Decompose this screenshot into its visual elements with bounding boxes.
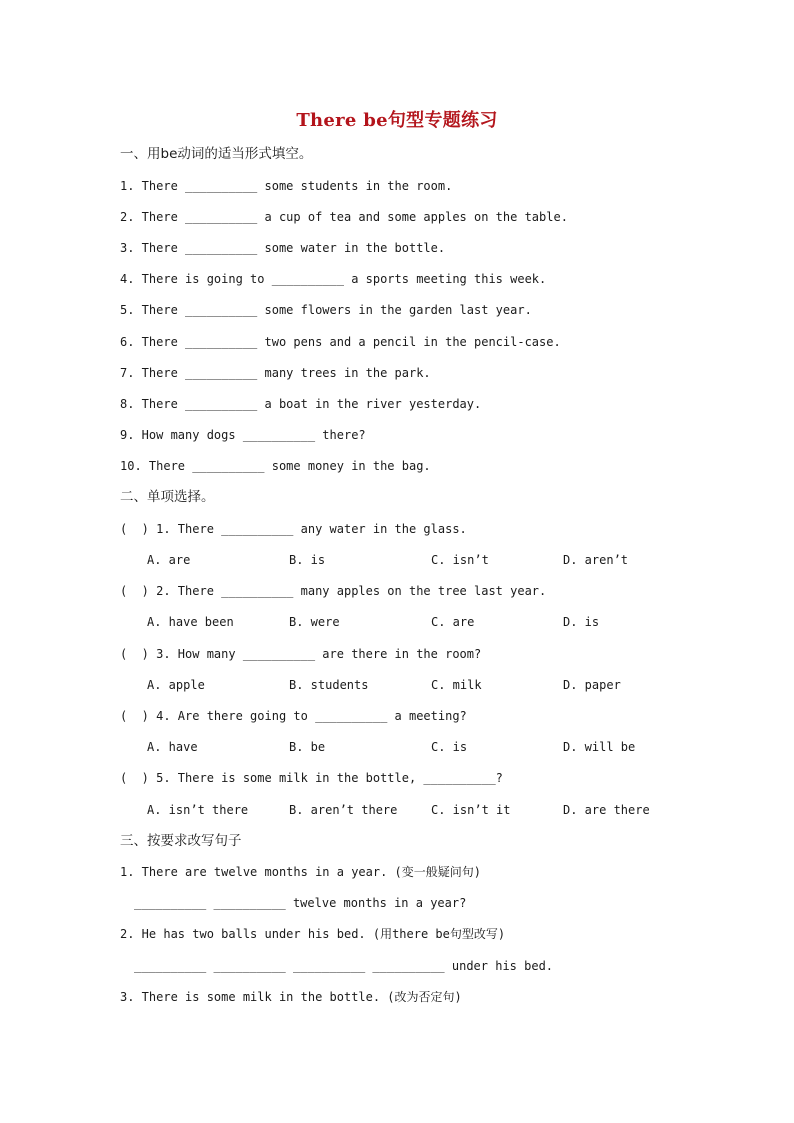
fill-item-1: 1. There __________ some students in the room.: [120, 179, 453, 193]
option-c: C. isn’t: [431, 553, 489, 567]
option-d: D. will be: [563, 740, 636, 754]
fill-item-2: 2. There __________ a cup of tea and some apples on the table.: [120, 210, 568, 224]
option-c: C. isn’t it: [431, 803, 511, 817]
option-b: B. be: [289, 740, 326, 754]
fill-item-7: 7. There __________ many trees in the park.: [120, 366, 431, 380]
option-a: A. isn’t there: [147, 803, 249, 817]
option-c: C. milk: [431, 678, 482, 692]
choice-question-1: ( ) 1. There __________ any water in the glass.: [120, 522, 467, 536]
rewrite-answer-2: __________ __________ __________ __________ under his bed.: [134, 959, 554, 973]
option-a: A. are: [147, 553, 191, 567]
choice-question-3: ( ) 3. How many __________ are there in the room?: [120, 647, 482, 661]
option-d: D. paper: [563, 678, 621, 692]
fill-item-5: 5. There __________ some flowers in the garden last year.: [120, 303, 532, 317]
option-b: B. is: [289, 553, 326, 567]
fill-item-4: 4. There is going to __________ a sports meeting this week.: [120, 272, 547, 286]
option-a: A. have: [147, 740, 198, 754]
choice-question-5: ( ) 5. There is some milk in the bottle, __________?: [120, 771, 503, 785]
fill-item-3: 3. There __________ some water in the bottle.: [120, 241, 446, 255]
rewrite-prompt-1: 1. There are twelve months in a year. (变一般疑问句): [120, 865, 481, 879]
fill-item-9: 9. How many dogs __________ there?: [120, 428, 366, 442]
option-d: D. is: [563, 615, 600, 629]
option-d: D. aren’t: [563, 553, 629, 567]
fill-item-6: 6. There __________ two pens and a pencil in the pencil-case.: [120, 335, 561, 349]
fill-item-10: 10. There __________ some money in the bag.: [120, 459, 431, 473]
option-d: D. are there: [563, 803, 650, 817]
section2-heading: 二、单项选择。: [120, 489, 215, 505]
option-c: C. are: [431, 615, 475, 629]
option-b: B. students: [289, 678, 369, 692]
choice-question-2: ( ) 2. There __________ many apples on the tree last year.: [120, 584, 547, 598]
rewrite-prompt-2: 2. He has two balls under his bed. (用there be句型改写): [120, 927, 506, 941]
section3-heading: 三、按要求改写句子: [120, 833, 242, 849]
option-c: C. is: [431, 740, 468, 754]
option-a: A. apple: [147, 678, 205, 692]
rewrite-prompt-3: 3. There is some milk in the bottle. (改为否定句): [120, 990, 462, 1004]
choice-question-4: ( ) 4. Are there going to __________ a meeting?: [120, 709, 467, 723]
rewrite-answer-1: __________ __________ twelve months in a year?: [134, 896, 467, 910]
option-a: A. have been: [147, 615, 234, 629]
section1-heading: 一、用be动词的适当形式填空。: [120, 146, 313, 162]
fill-item-8: 8. There __________ a boat in the river yesterday.: [120, 397, 482, 411]
option-b: B. were: [289, 615, 340, 629]
option-b: B. aren’t there: [289, 803, 398, 817]
page-title: There be句型专题练习: [296, 110, 498, 131]
